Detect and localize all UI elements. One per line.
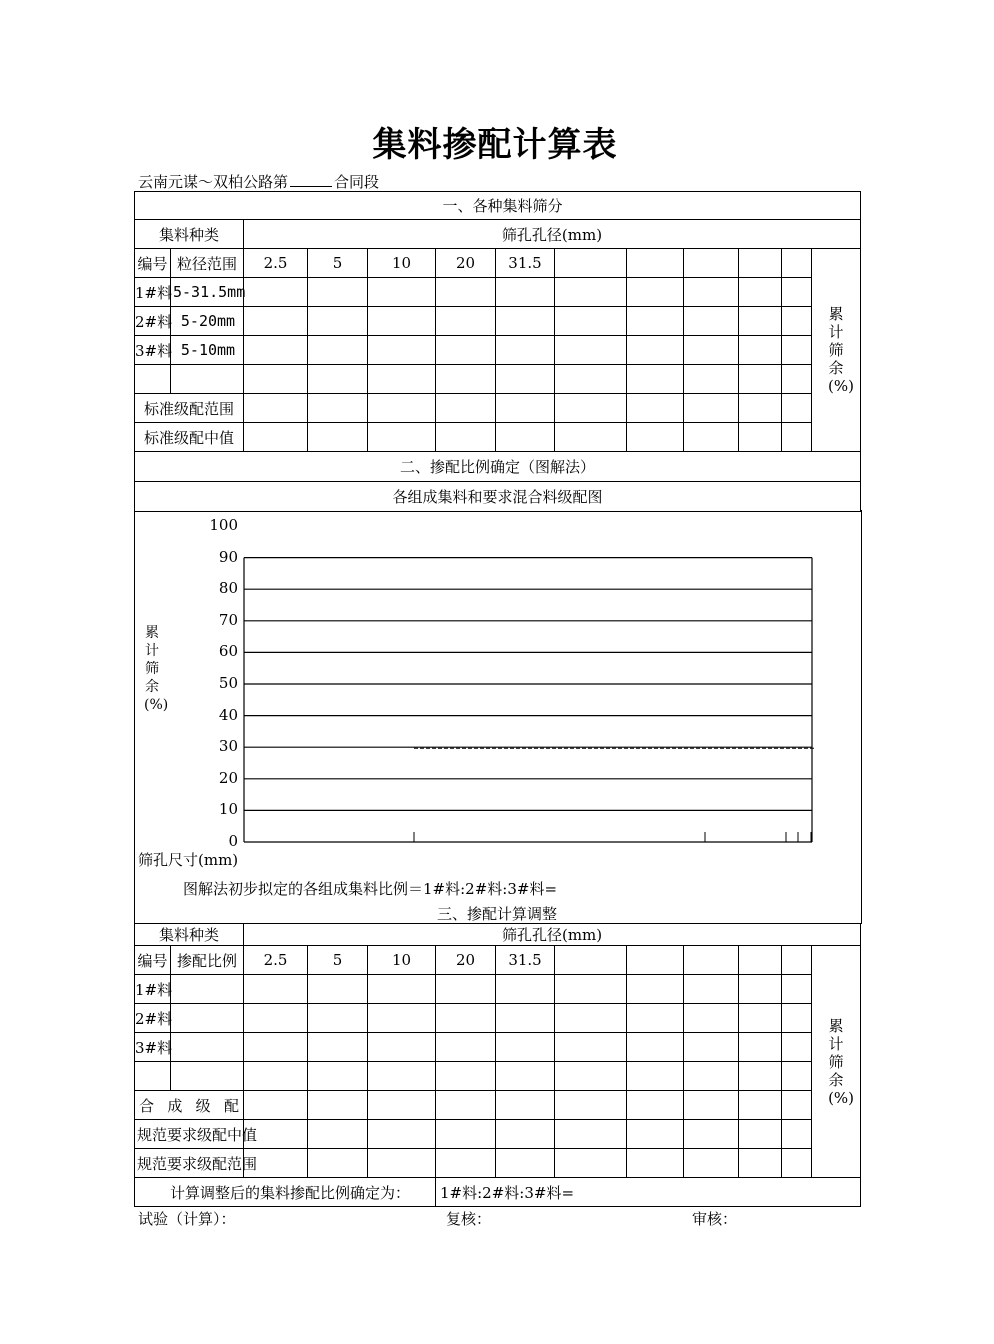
row-no: 3#料 [135, 336, 171, 365]
data-cell[interactable] [368, 1062, 436, 1091]
ratio-cell[interactable] [171, 975, 244, 1004]
data-cell[interactable] [436, 1033, 496, 1062]
tester-signature: 试验（计算）： [138, 1210, 236, 1228]
data-cell[interactable] [244, 1062, 308, 1091]
cumulative-retained-label: 累计筛余(%) [812, 249, 861, 452]
y-tick-label: 30 [218, 737, 238, 756]
data-cell[interactable] [496, 975, 555, 1004]
col-no-header: 编号 [135, 946, 171, 975]
data-cell[interactable] [368, 975, 436, 1004]
sieve-cell: 31.5 [496, 946, 555, 975]
row-no: 1#料 [135, 278, 171, 307]
data-cell[interactable] [368, 1004, 436, 1033]
std-mid-label: 标准级配中值 [135, 423, 244, 452]
row-range: 5-31.5mm [171, 278, 244, 307]
y-tick-label: 90 [218, 547, 238, 566]
section2-heading: 二、掺配比例确定（图解法） [135, 452, 861, 482]
data-cell[interactable] [308, 1062, 368, 1091]
data-cell[interactable] [684, 1120, 739, 1149]
sieve-cell: 20 [436, 249, 496, 278]
data-cell[interactable] [627, 1149, 684, 1178]
data-cell[interactable] [555, 975, 627, 1004]
row-no: 3#料 [135, 1033, 171, 1062]
section3-heading: 三、掺配计算调整 [436, 905, 557, 923]
row-range: 5-10mm [171, 336, 244, 365]
data-cell[interactable] [627, 1004, 684, 1033]
row-no [135, 1062, 171, 1091]
data-cell[interactable] [555, 1062, 627, 1091]
data-cell[interactable] [782, 1062, 812, 1091]
data-cell[interactable] [782, 975, 812, 1004]
data-cell[interactable] [739, 1091, 782, 1120]
y-tick-label: 80 [218, 579, 238, 598]
y-tick-label: 10 [218, 800, 238, 819]
y-tick-label: 40 [218, 705, 238, 724]
sieve-cell [555, 946, 627, 975]
data-cell[interactable] [739, 1033, 782, 1062]
data-cell[interactable] [308, 1091, 368, 1120]
data-cell[interactable] [244, 1004, 308, 1033]
data-cell[interactable] [496, 1120, 555, 1149]
data-cell[interactable] [782, 1033, 812, 1062]
chart-y-axis-label: 累计筛余(%) [144, 625, 169, 713]
project-suffix: 合同段 [334, 173, 380, 191]
data-cell[interactable] [739, 1004, 782, 1033]
data-cell[interactable] [308, 1120, 368, 1149]
data-cell[interactable] [436, 1091, 496, 1120]
std-range-label: 标准级配范围 [135, 394, 244, 423]
data-cell[interactable] [308, 975, 368, 1004]
data-cell[interactable] [436, 1004, 496, 1033]
data-cell[interactable] [555, 1091, 627, 1120]
data-cell[interactable] [555, 1149, 627, 1178]
data-cell[interactable] [684, 1062, 739, 1091]
data-cell[interactable] [739, 1120, 782, 1149]
sieve-size-header: 筛孔孔径(mm) [244, 924, 861, 946]
x-axis-label: 筛孔尺寸(mm) [138, 851, 239, 869]
sieve-cell: 10 [368, 946, 436, 975]
data-cell[interactable] [496, 1149, 555, 1178]
data-cell[interactable] [782, 1149, 812, 1178]
data-cell[interactable] [368, 1120, 436, 1149]
chart-title: 各组成集料和要求混合料级配图 [135, 482, 861, 512]
data-cell[interactable] [244, 975, 308, 1004]
sieve-cell [627, 946, 684, 975]
data-cell[interactable] [782, 1091, 812, 1120]
data-cell[interactable] [627, 1033, 684, 1062]
data-cell[interactable] [308, 1149, 368, 1178]
y-tick-label: 60 [218, 642, 238, 661]
data-cell[interactable] [436, 975, 496, 1004]
data-cell[interactable] [684, 1149, 739, 1178]
y-tick-label: 50 [218, 674, 238, 692]
data-cell[interactable] [684, 975, 739, 1004]
data-cell[interactable] [496, 1062, 555, 1091]
data-cell[interactable] [627, 1062, 684, 1091]
composite-gradation-label: 合成级配 [135, 1091, 244, 1120]
data-cell[interactable] [684, 1091, 739, 1120]
data-cell[interactable] [782, 1120, 812, 1149]
row-no: 2#料 [135, 307, 171, 336]
page-title: 集料掺配计算表 [372, 125, 618, 165]
sieve-cell: 20 [436, 946, 496, 975]
ratio-cell[interactable] [171, 1062, 244, 1091]
row-range: 5-20mm [171, 307, 244, 336]
ratio-cell[interactable] [171, 1004, 244, 1033]
sieve-cell [739, 946, 782, 975]
data-cell[interactable] [684, 1004, 739, 1033]
data-cell[interactable] [436, 1149, 496, 1178]
data-cell[interactable] [368, 1033, 436, 1062]
data-cell[interactable] [739, 1149, 782, 1178]
data-cell[interactable] [627, 975, 684, 1004]
sieve-cell: 5 [308, 946, 368, 975]
data-cell[interactable] [496, 1004, 555, 1033]
col-range-header: 粒径范围 [171, 249, 244, 278]
col-ratio-header: 掺配比例 [171, 946, 244, 975]
data-cell[interactable] [244, 1033, 308, 1062]
data-cell[interactable] [244, 1091, 308, 1120]
y-tick-label: 70 [218, 610, 238, 629]
graphical-method-note: 图解法初步拟定的各组成集料比例＝1#料:2#料:3#料= [183, 880, 558, 898]
final-ratio-label: 计算调整后的集料掺配比例确定为： [135, 1178, 436, 1207]
data-cell[interactable] [555, 1120, 627, 1149]
col-no-header: 编号 [135, 249, 171, 278]
data-cell[interactable] [368, 1149, 436, 1178]
sieve-size-header: 筛孔孔径(mm) [244, 220, 861, 249]
data-cell[interactable] [308, 1033, 368, 1062]
approver-signature: 审核： [692, 1210, 738, 1228]
data-cell[interactable] [436, 1120, 496, 1149]
data-cell[interactable] [496, 1033, 555, 1062]
project-prefix: 云南元谋～双柏公路第 [138, 173, 289, 191]
sieve-cell: 31.5 [496, 249, 555, 278]
data-cell[interactable] [308, 1004, 368, 1033]
aggregate-type-header: 集料种类 [135, 924, 244, 946]
data-cell[interactable] [555, 1033, 627, 1062]
cumulative-retained-label: 累计筛余(%) [812, 946, 861, 1178]
reviewer-signature: 复核： [446, 1210, 492, 1228]
aggregate-type-header: 集料种类 [135, 220, 244, 249]
spec-mid-label: 规范要求级配中值 [135, 1120, 244, 1149]
ratio-cell[interactable] [171, 1033, 244, 1062]
row-no: 1#料 [135, 975, 171, 1004]
sieve-cell: 2.5 [244, 946, 308, 975]
data-cell[interactable] [496, 1091, 555, 1120]
sieve-cell: 10 [368, 249, 436, 278]
adjustment-table [134, 923, 861, 1207]
data-cell[interactable] [627, 1120, 684, 1149]
sieve-cell: 5 [308, 249, 368, 278]
data-cell[interactable] [782, 1004, 812, 1033]
data-cell[interactable] [739, 975, 782, 1004]
data-cell[interactable] [368, 1091, 436, 1120]
data-cell[interactable] [627, 1091, 684, 1120]
y-tick-label: 20 [218, 768, 238, 787]
row-no: 2#料 [135, 1004, 171, 1033]
data-cell[interactable] [684, 1033, 739, 1062]
data-cell[interactable] [555, 1004, 627, 1033]
data-cell[interactable] [436, 1062, 496, 1091]
final-ratio-value[interactable]: 1#料:2#料:3#料= [436, 1178, 861, 1207]
y-tick-label: 100 [209, 516, 238, 534]
sieve-cell [782, 946, 812, 975]
section1-heading: 一、各种集料筛分 [135, 192, 861, 220]
sieve-cell [684, 946, 739, 975]
y-tick-label: 0 [228, 832, 238, 850]
sieve-cell: 2.5 [244, 249, 308, 278]
data-cell[interactable] [739, 1062, 782, 1091]
spec-range-label: 规范要求级配范围 [135, 1149, 244, 1178]
